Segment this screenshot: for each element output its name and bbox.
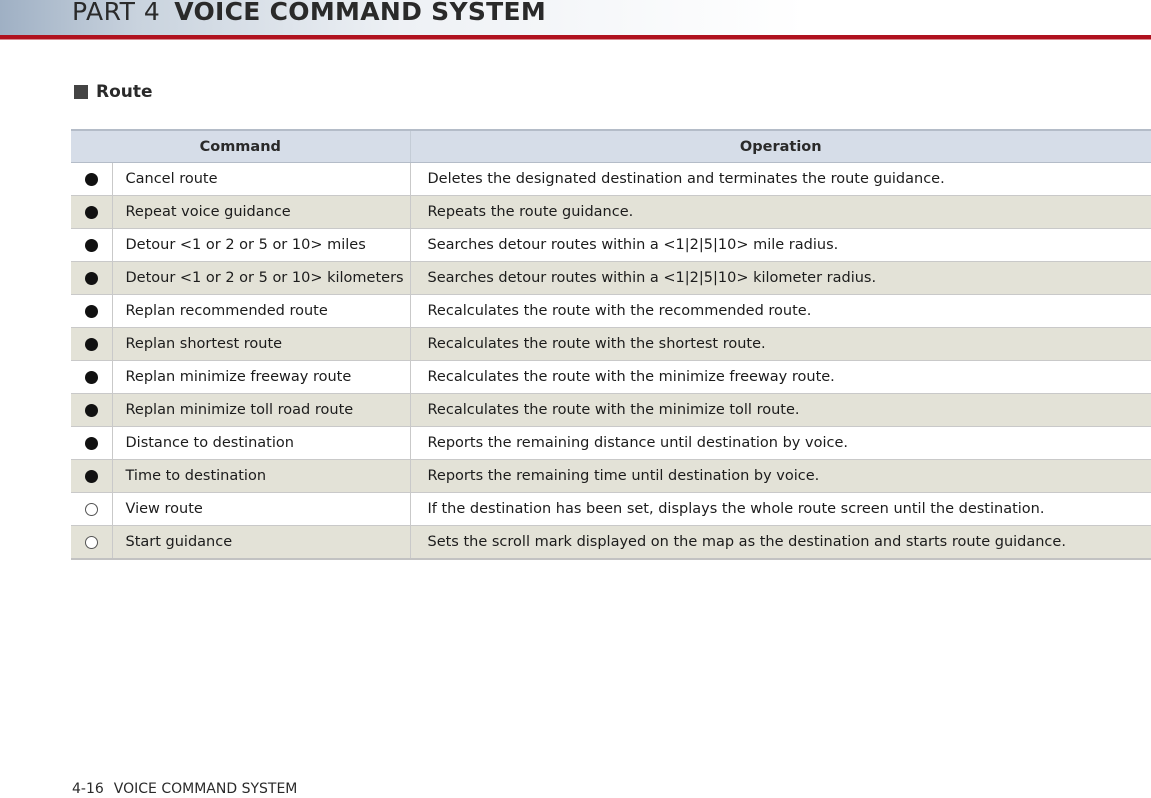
table-row: [71, 295, 1151, 328]
command-cell: Replan shortest route: [112, 328, 410, 361]
table-row: [71, 394, 1151, 427]
table-row: [71, 427, 1151, 460]
filled-circle-icon: [85, 173, 98, 186]
section-title: Route: [96, 82, 153, 102]
operation-cell: Recalculates the route with the minimize freeway route.: [410, 361, 1151, 394]
command-cell: Start guidance: [112, 526, 410, 560]
command-cell: Repeat voice guidance: [112, 196, 410, 229]
filled-circle-icon: [85, 371, 98, 384]
section-heading: [74, 80, 153, 104]
column-header-operation: Operation: [410, 130, 1151, 163]
command-cell: Time to destination: [112, 460, 410, 493]
command-cell: Replan recommended route: [112, 295, 410, 328]
table-row: [71, 460, 1151, 493]
operation-cell: Recalculates the route with the shortest route.: [410, 328, 1151, 361]
filled-circle-icon: [85, 272, 98, 285]
page-footer: [72, 781, 297, 797]
bullet-cell: [71, 262, 112, 295]
footer-page-number: 4-16: [72, 781, 104, 797]
bullet-cell: [71, 394, 112, 427]
square-bullet-icon: [74, 85, 88, 99]
table-row: [71, 262, 1151, 295]
operation-cell: Repeats the route guidance.: [410, 196, 1151, 229]
bullet-cell: [71, 163, 112, 196]
bullet-cell: [71, 526, 112, 560]
bullet-cell: [71, 328, 112, 361]
page-header: [72, 0, 546, 28]
table-row: [71, 196, 1151, 229]
command-cell: View route: [112, 493, 410, 526]
part-label: PART 4: [72, 0, 161, 26]
table-row: [71, 493, 1151, 526]
bullet-cell: [71, 361, 112, 394]
route-command-table: [71, 129, 1151, 560]
operation-cell: Reports the remaining time until destination by voice.: [410, 460, 1151, 493]
filled-circle-icon: [85, 470, 98, 483]
hollow-circle-icon: [85, 536, 98, 549]
filled-circle-icon: [85, 338, 98, 351]
bullet-cell: [71, 196, 112, 229]
filled-circle-icon: [85, 206, 98, 219]
table-row: [71, 163, 1151, 196]
bullet-cell: [71, 460, 112, 493]
table-row: [71, 526, 1151, 560]
part-title: VOICE COMMAND SYSTEM: [174, 0, 547, 26]
operation-cell: Searches detour routes within a <1|2|5|10> kilometer radius.: [410, 262, 1151, 295]
operation-cell: Reports the remaining distance until destination by voice.: [410, 427, 1151, 460]
operation-cell: Recalculates the route with the minimize toll route.: [410, 394, 1151, 427]
operation-cell: Searches detour routes within a <1|2|5|10> mile radius.: [410, 229, 1151, 262]
table-row: [71, 361, 1151, 394]
filled-circle-icon: [85, 404, 98, 417]
header-divider-shadow: [0, 39, 1151, 40]
filled-circle-icon: [85, 305, 98, 318]
bullet-cell: [71, 295, 112, 328]
operation-cell: Sets the scroll mark displayed on the map as the destination and starts route guidance.: [410, 526, 1151, 560]
table-row: [71, 229, 1151, 262]
command-cell: Replan minimize toll road route: [112, 394, 410, 427]
hollow-circle-icon: [85, 503, 98, 516]
operation-cell: If the destination has been set, displays the whole route screen until the destination.: [410, 493, 1151, 526]
table-body: [71, 163, 1151, 560]
command-cell: Distance to destination: [112, 427, 410, 460]
command-cell: Cancel route: [112, 163, 410, 196]
bullet-cell: [71, 427, 112, 460]
command-cell: Replan minimize freeway route: [112, 361, 410, 394]
footer-label: VOICE COMMAND SYSTEM: [113, 781, 298, 797]
table-header-row: [71, 130, 1151, 163]
operation-cell: Deletes the designated destination and terminates the route guidance.: [410, 163, 1151, 196]
column-header-command: Command: [71, 130, 410, 163]
command-cell: Detour <1 or 2 or 5 or 10> miles: [112, 229, 410, 262]
bullet-cell: [71, 493, 112, 526]
filled-circle-icon: [85, 239, 98, 252]
bullet-cell: [71, 229, 112, 262]
command-cell: Detour <1 or 2 or 5 or 10> kilometers: [112, 262, 410, 295]
filled-circle-icon: [85, 437, 98, 450]
table-row: [71, 328, 1151, 361]
operation-cell: Recalculates the route with the recommended route.: [410, 295, 1151, 328]
